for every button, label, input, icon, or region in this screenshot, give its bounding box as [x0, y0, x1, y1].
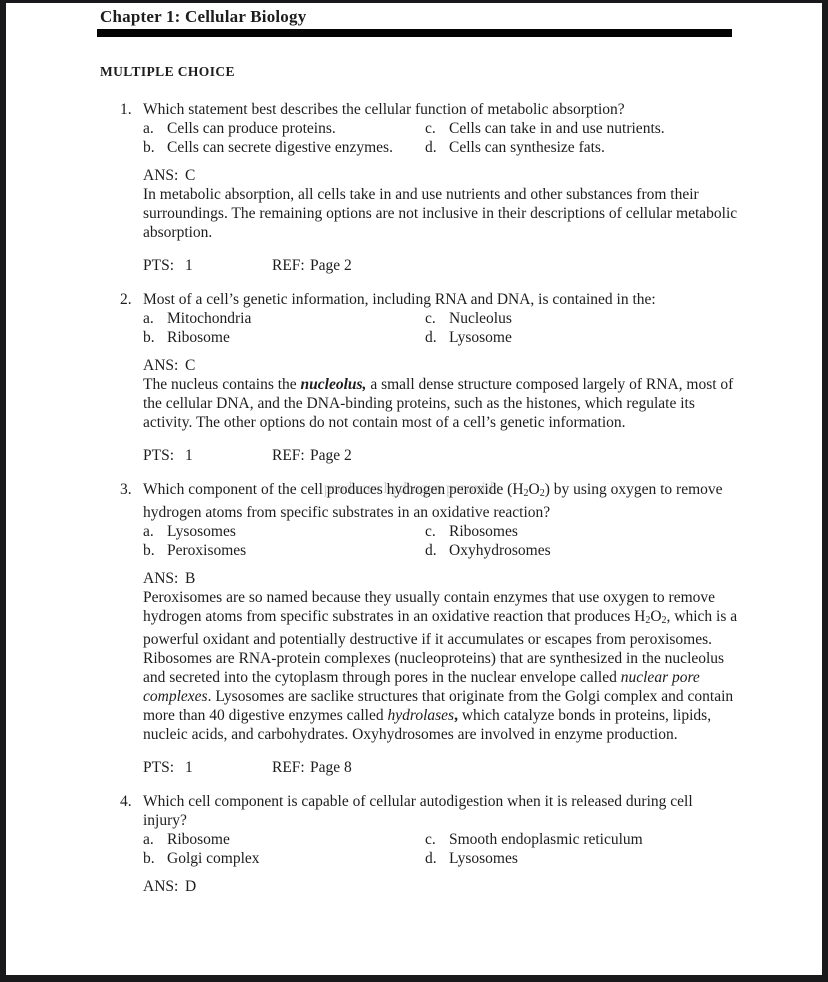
option-text: Mitochondria — [167, 310, 252, 327]
option-text: Smooth endoplasmic reticulum — [449, 831, 643, 848]
question-4 — [100, 792, 740, 896]
option-a — [143, 830, 425, 849]
answer-label: ANS: — [143, 570, 179, 587]
pts-value: 1 — [185, 759, 193, 776]
option-c — [425, 309, 740, 328]
option-b — [143, 849, 425, 868]
question-3 — [100, 480, 740, 777]
option-text: Cells can produce proteins. — [167, 120, 336, 137]
option-text: Golgi complex — [167, 850, 260, 867]
option-letter: b. — [143, 850, 155, 867]
option-c — [425, 830, 740, 849]
question-2 — [100, 290, 740, 465]
option-letter: c. — [425, 120, 436, 137]
option-text: Lysosomes — [167, 523, 236, 540]
option-b — [143, 138, 425, 157]
option-letter: d. — [425, 850, 437, 867]
ref-label: REF: — [272, 759, 305, 776]
question-number: 1. — [120, 101, 132, 118]
option-text: Peroxisomes — [167, 542, 247, 559]
options-grid — [143, 522, 740, 560]
option-a — [143, 522, 425, 541]
option-letter: d. — [425, 139, 437, 156]
ref-value: Page 2 — [310, 257, 352, 274]
options-grid — [143, 119, 740, 157]
option-text: Nucleolus — [449, 310, 512, 327]
pts-label: PTS: — [143, 257, 175, 274]
option-d — [425, 138, 740, 157]
answer-label: ANS: — [143, 167, 179, 184]
question-1 — [100, 100, 740, 275]
question-number: 2. — [120, 291, 132, 308]
option-c — [425, 119, 740, 138]
ref-value: Page 8 — [310, 759, 352, 776]
option-text: Ribosomes — [449, 523, 518, 540]
option-b — [143, 541, 425, 560]
feedback-text: The nucleus contains the nucleolus, a small dense structure composed largely of RNA, most of the cellular DNA, and the DNA-binding proteins, such as the histones, which regulate its activity. The other options do not contain most of a cell’s genetic information. — [143, 376, 734, 431]
answer-line — [143, 877, 740, 896]
pts-ref-line — [143, 446, 740, 465]
ref-label: REF: — [272, 447, 305, 464]
option-letter: c. — [425, 523, 436, 540]
option-letter: b. — [143, 542, 155, 559]
option-text: Oxyhydrosomes — [449, 542, 551, 559]
pts-label: PTS: — [143, 447, 175, 464]
option-letter: b. — [143, 139, 155, 156]
ref-value: Page 2 — [310, 447, 352, 464]
option-c — [425, 522, 740, 541]
answer-label: ANS: — [143, 357, 179, 374]
answer-label: ANS: — [143, 878, 179, 895]
question-number: 4. — [120, 793, 132, 810]
answer-line — [143, 356, 740, 375]
pts-value: 1 — [185, 447, 193, 464]
option-letter: d. — [425, 542, 437, 559]
pts-ref-line — [143, 256, 740, 275]
answer-value: D — [185, 878, 197, 895]
section-heading: MULTIPLE CHOICE — [100, 64, 235, 79]
option-text: Cells can secrete digestive enzymes. — [167, 139, 393, 156]
feedback-text: In metabolic absorption, all cells take in and use nutrients and other substances from their surroundings. The remaining options are not inclusive in their descriptions of cellular metabolic absorption. — [143, 186, 738, 241]
question-stem: Which statement best describes the cellular function of metabolic absorption? — [143, 101, 625, 118]
page-content — [100, 3, 740, 896]
answer-value: C — [185, 357, 196, 374]
options-grid — [143, 830, 740, 868]
option-letter: d. — [425, 329, 437, 346]
ref-label: REF: — [272, 257, 305, 274]
option-letter: a. — [143, 831, 154, 848]
options-grid — [143, 309, 740, 347]
answer-value: C — [185, 167, 196, 184]
option-text: Ribosome — [167, 831, 230, 848]
question-stem: Which component of the cell produces hydrogen peroxide (H2O2) by using oxygen to remove hydrogen atoms from specific substrates in an oxidative reaction? — [143, 481, 723, 521]
question-stem: Most of a cell’s genetic information, including RNA and DNA, is contained in the: — [143, 291, 656, 308]
option-text: Cells can synthesize fats. — [449, 139, 605, 156]
chapter-title: Chapter 1: Cellular Biology — [100, 7, 307, 26]
option-text: Ribosome — [167, 329, 230, 346]
option-letter: a. — [143, 310, 154, 327]
option-d — [425, 541, 740, 560]
option-a — [143, 119, 425, 138]
answer-line — [143, 166, 740, 185]
option-letter: a. — [143, 523, 154, 540]
option-text: Lysosomes — [449, 850, 518, 867]
option-b — [143, 328, 425, 347]
pts-ref-line — [143, 758, 740, 777]
option-letter: c. — [425, 310, 436, 327]
option-letter: c. — [425, 831, 436, 848]
pts-label: PTS: — [143, 759, 175, 776]
option-d — [425, 328, 740, 347]
option-text: Lysosome — [449, 329, 512, 346]
pts-value: 1 — [185, 257, 193, 274]
answer-line — [143, 569, 740, 588]
option-d — [425, 849, 740, 868]
question-number: 3. — [120, 481, 132, 498]
feedback-text: Peroxisomes are so named because they usually contain enzymes that use oxygen to remove hydrogen atoms from specific substrates in an oxidative reaction that produces H2O2, which is a powerful oxidant and potentially destructive if it accumulates or escapes from peroxisomes. Ribosomes are RNA-protein complexes (nucleoproteins) that are synthesized in the nucleolus and secreted into the cytoplasm through pores in the nuclear envelope called nuclear pore complexes. Lysosomes are saclike structures that originate from the Golgi complex and contain more than 40 digestive enzymes called hydrolases, which catalyze bonds in proteins, lipids, nucleic acids, and carbohydrates. Oxyhydrosomes are involved in enzyme production. — [143, 589, 738, 743]
answer-value: B — [185, 570, 196, 587]
option-letter: b. — [143, 329, 155, 346]
option-letter: a. — [143, 120, 154, 137]
option-a — [143, 309, 425, 328]
option-text: Cells can take in and use nutrients. — [449, 120, 665, 137]
header-rule — [97, 29, 732, 37]
question-stem: Which cell component is capable of cellular autodigestion when it is released during cell injury? — [143, 793, 693, 829]
